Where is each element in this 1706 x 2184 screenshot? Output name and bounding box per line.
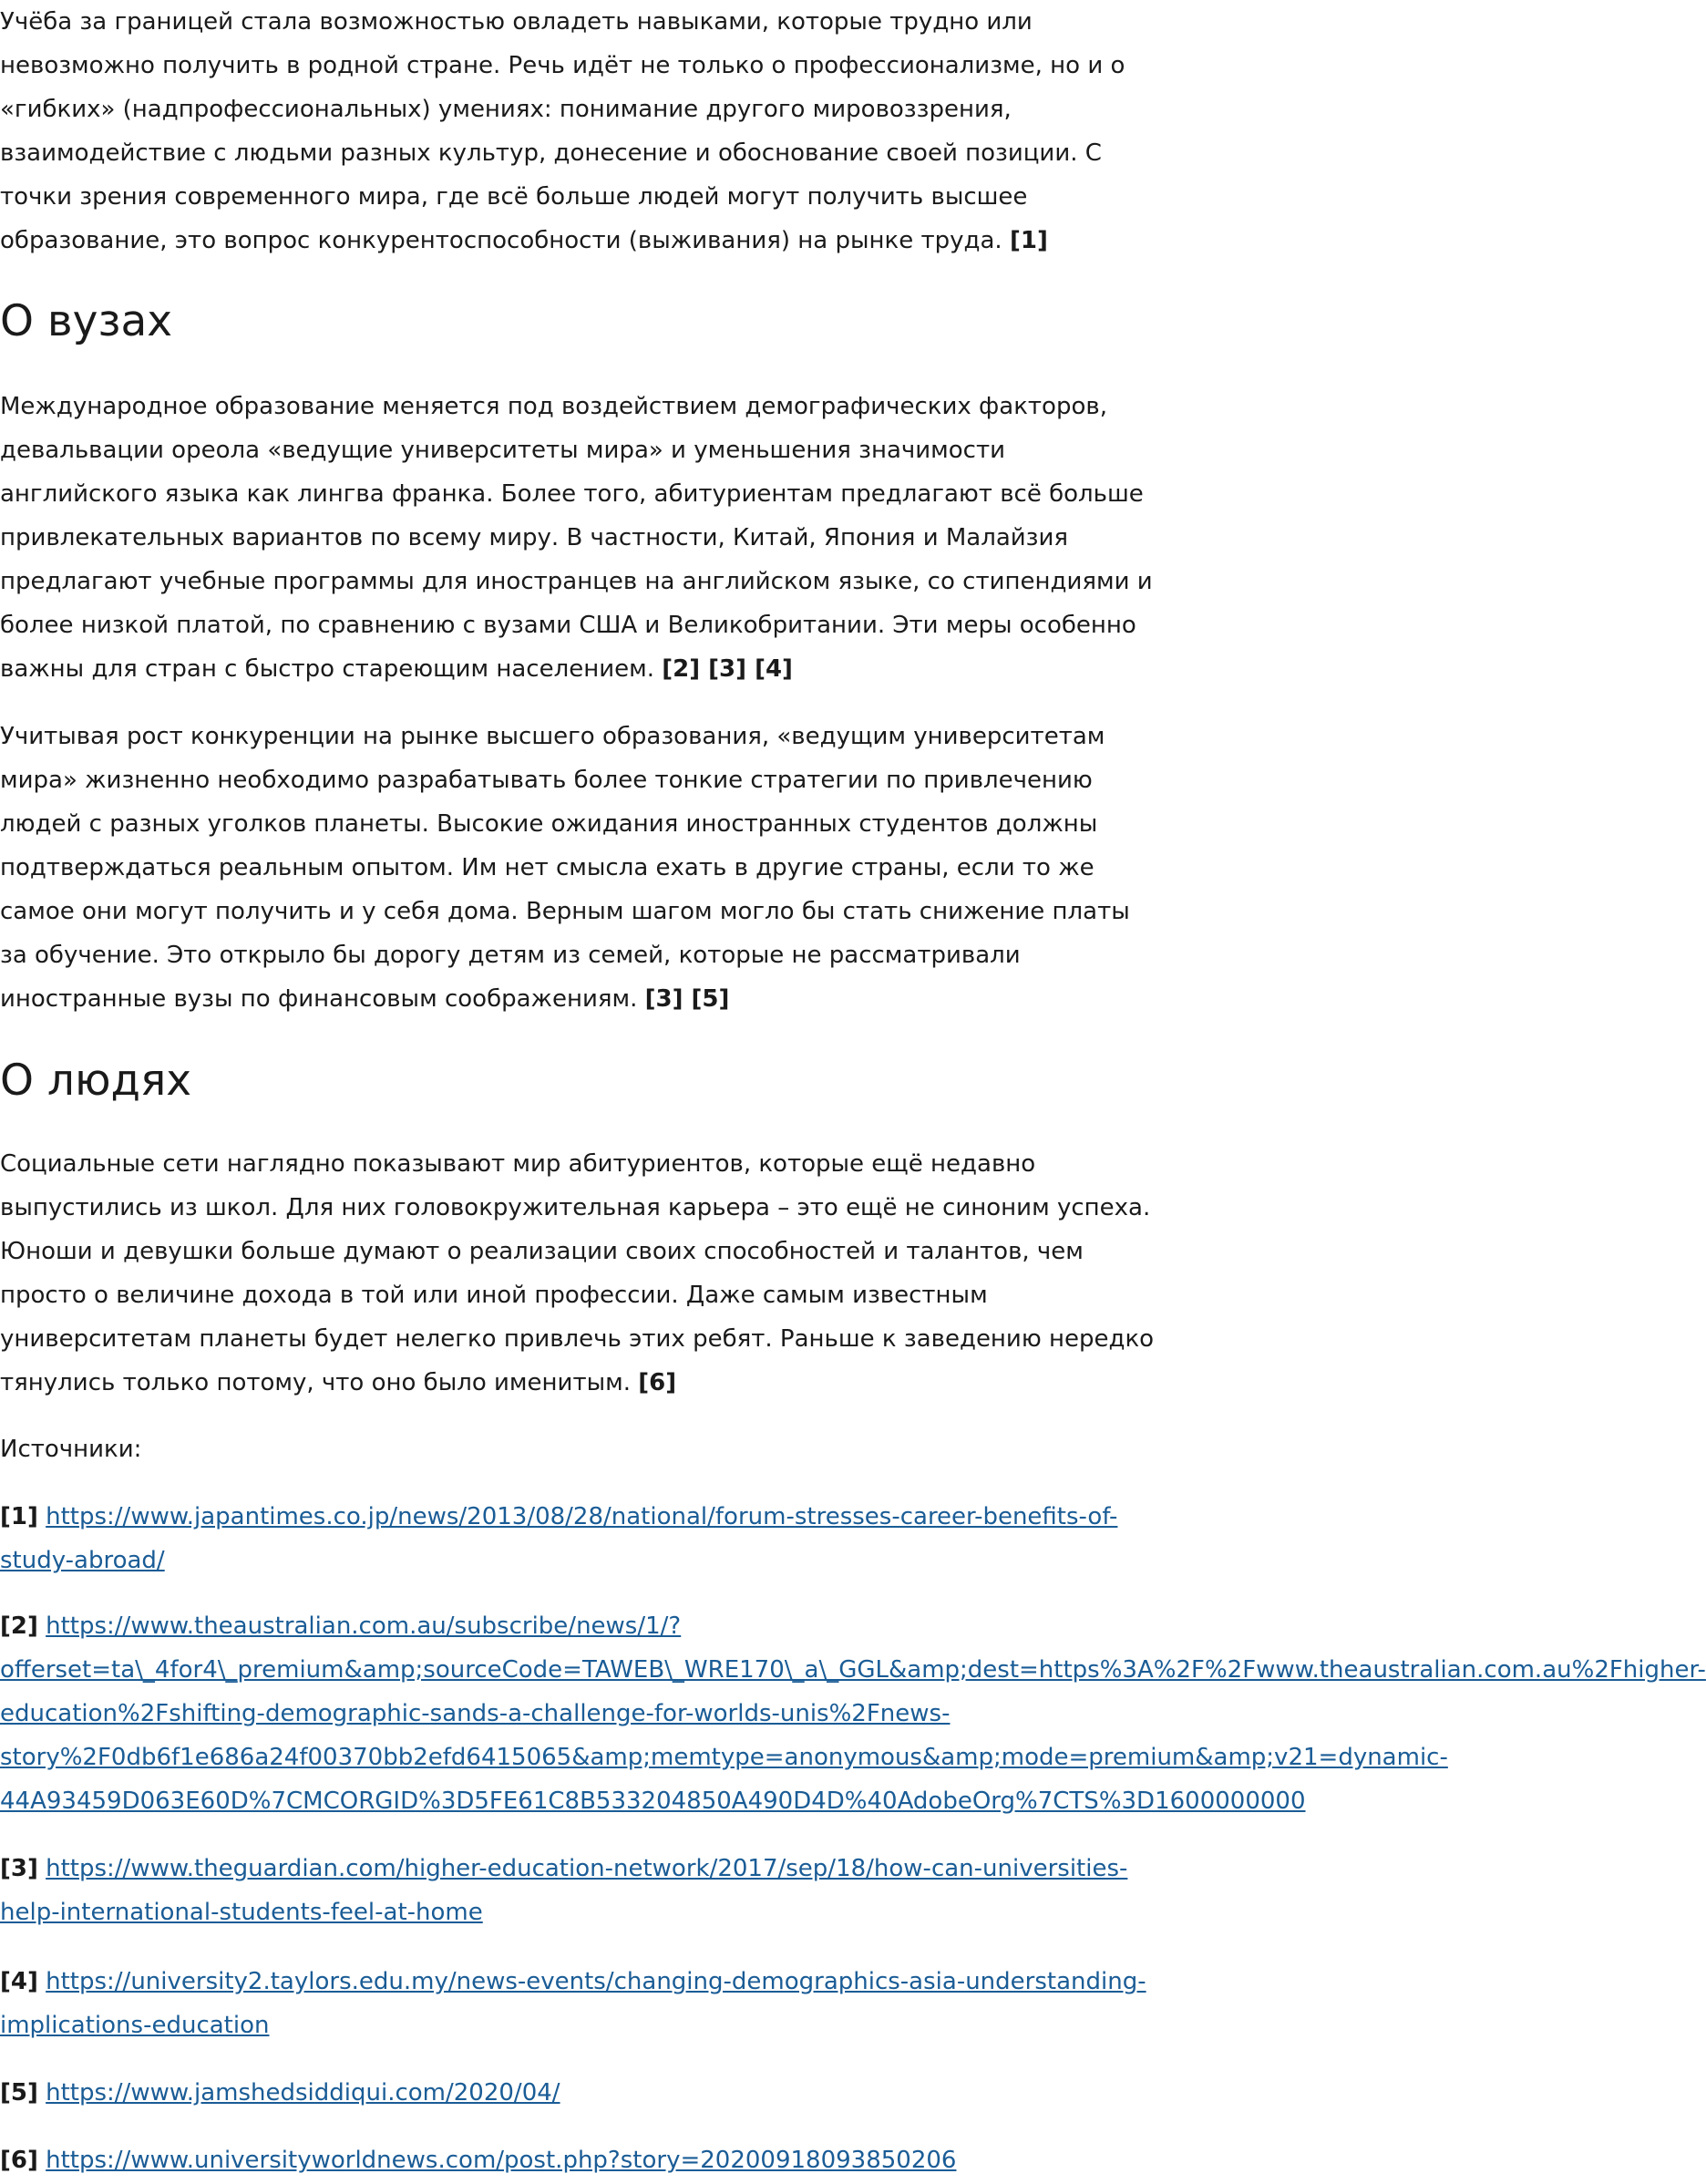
people-paragraph (0, 1142, 1154, 1405)
source-item-2 (0, 1604, 1706, 1823)
sources-label: Источники: (0, 1436, 142, 1463)
universities-paragraph-2 (0, 715, 1130, 1021)
text-line: Юноши и девушки больше думают о реализации своих способностей и талантов, чем (0, 1238, 1084, 1265)
text-line: взаимодействие с людьми разных культур, донесение и обоснование своей позиции. С (0, 139, 1102, 167)
text-line: Учёба за границей стала возможностью овладеть навыками, которые трудно или (0, 8, 1033, 36)
text-line: самое они могут получить и у себя дома. Верным шагом могло бы стать снижение платы (0, 898, 1130, 925)
citation-refs: [2] [3] [4] (662, 655, 793, 683)
text-line: невозможно получить в родной стране. Речь идёт не только о профессионализме, но и о (0, 52, 1125, 79)
text-line: тянулись только потому, что оно было именитым. (0, 1369, 639, 1396)
citation-refs: [6] (638, 1369, 677, 1396)
text-line: выпустились из школ. Для них головокружительная карьера – это ещё не синоним успеха. (0, 1194, 1151, 1221)
text-line: людей с разных уголков планеты. Высокие ожидания иностранных студентов должны (0, 810, 1098, 838)
source-item-6 (0, 2138, 956, 2182)
text-line: подтверждаться реальным опытом. Им нет смысла ехать в другие страны, если то же (0, 854, 1095, 881)
source-link-4[interactable]: https://university2.taylors.edu.my/news-events/changing-demographics-asia-understanding- implications-education (0, 1968, 1146, 2039)
text-line: за обучение. Это открыло бы дорогу детям из семей, которые не рассматривали (0, 942, 1021, 969)
citation-refs: [1] (1009, 227, 1048, 254)
text-line: английского языка как лингва франка. Более того, абитуриентам предлагают всё больше (0, 480, 1144, 508)
source-link-6[interactable]: https://www.universityworldnews.com/post.php?story=20200918093850206 (46, 2147, 957, 2174)
source-item-5 (0, 2071, 560, 2115)
intro-paragraph (0, 0, 1125, 263)
text-line: точки зрения современного мира, где всё больше людей могут получить высшее (0, 183, 1028, 211)
text-line: университетам планеты будет нелегко привлечь этих ребят. Раньше к заведению нередко (0, 1325, 1155, 1353)
text-line: привлекательных вариантов по всему миру. В частности, Китай, Япония и Малайзия (0, 524, 1069, 551)
section-heading-people: О людях (0, 1056, 192, 1106)
text-line: просто о величине дохода в той или иной профессии. Даже самым известным (0, 1282, 988, 1309)
text-line: предлагают учебные программы для иностранцев на английском языке, со стипендиями и (0, 568, 1153, 595)
source-item-4 (0, 1960, 1146, 2047)
text-line: «гибких» (надпрофессиональных) умениях: понимание другого мировоззрения, (0, 96, 1012, 123)
source-ref: [2] (0, 1612, 38, 1640)
source-ref: [6] (0, 2147, 38, 2174)
section-heading-universities: О вузах (0, 296, 173, 346)
source-ref: [3] (0, 1855, 38, 1882)
text-line: мира» жизненно необходимо разрабатывать более тонкие стратегии по привлечению (0, 767, 1093, 794)
source-item-1 (0, 1495, 1117, 1582)
source-link-5[interactable]: https://www.jamshedsiddiqui.com/2020/04/ (46, 2079, 560, 2107)
source-ref: [1] (0, 1503, 38, 1530)
source-ref: [5] (0, 2079, 38, 2107)
citation-refs: [3] [5] (644, 985, 730, 1013)
text-line: девальвации ореола «ведущие университеты мира» и уменьшения значимости (0, 437, 1005, 464)
source-link-2[interactable]: https://www.theaustralian.com.au/subscribe/news/1/? offerset=ta\_4for4\_premium&amp;sourceCode=TAWEB\_WRE170\_a\_GGL&amp;dest=https%3A%2F%2Fwww.theaustralian.com.au%2Fhigher- education%2Fshifting-demographic-sands-a-challenge-for-worlds-unis%2Fnews- story%2F0db6f1e686a24f00370bb2efd6415065&amp;memtype=anonymous&amp;mode=premium&amp;v21=dynamic- 44A93459D063E60D%7CMCORGID%3D5FE61C8B533204850A490D4D%40AdobeOrg%7CTS%3D1600000000 (0, 1612, 1706, 1815)
text-line: Учитывая рост конкуренции на рынке высшего образования, «ведущим университетам (0, 723, 1105, 750)
source-link-1[interactable]: https://www.japantimes.co.jp/news/2013/08/28/national/forum-stresses-career-benefits-of- study-abroad/ (0, 1503, 1118, 1574)
text-line: Социальные сети наглядно показывают мир абитуриентов, которые ещё недавно (0, 1150, 1036, 1178)
text-line: образование, это вопрос конкурентоспособности (выживания) на рынке труда. (0, 227, 1010, 254)
text-line: Международное образование меняется под воздействием демографических факторов, (0, 393, 1107, 420)
source-ref: [4] (0, 1968, 38, 1995)
text-line: важны для стран с быстро стареющим населением. (0, 655, 663, 683)
universities-paragraph-1 (0, 385, 1153, 691)
text-line: более низкой платой, по сравнению с вузами США и Великобритании. Эти меры особенно (0, 612, 1136, 639)
text-line: иностранные вузы по финансовым соображениям. (0, 985, 645, 1013)
source-link-3[interactable]: https://www.theguardian.com/higher-education-network/2017/sep/18/how-can-universities- help-international-students-feel-at-home (0, 1855, 1128, 1926)
source-item-3 (0, 1847, 1127, 1934)
